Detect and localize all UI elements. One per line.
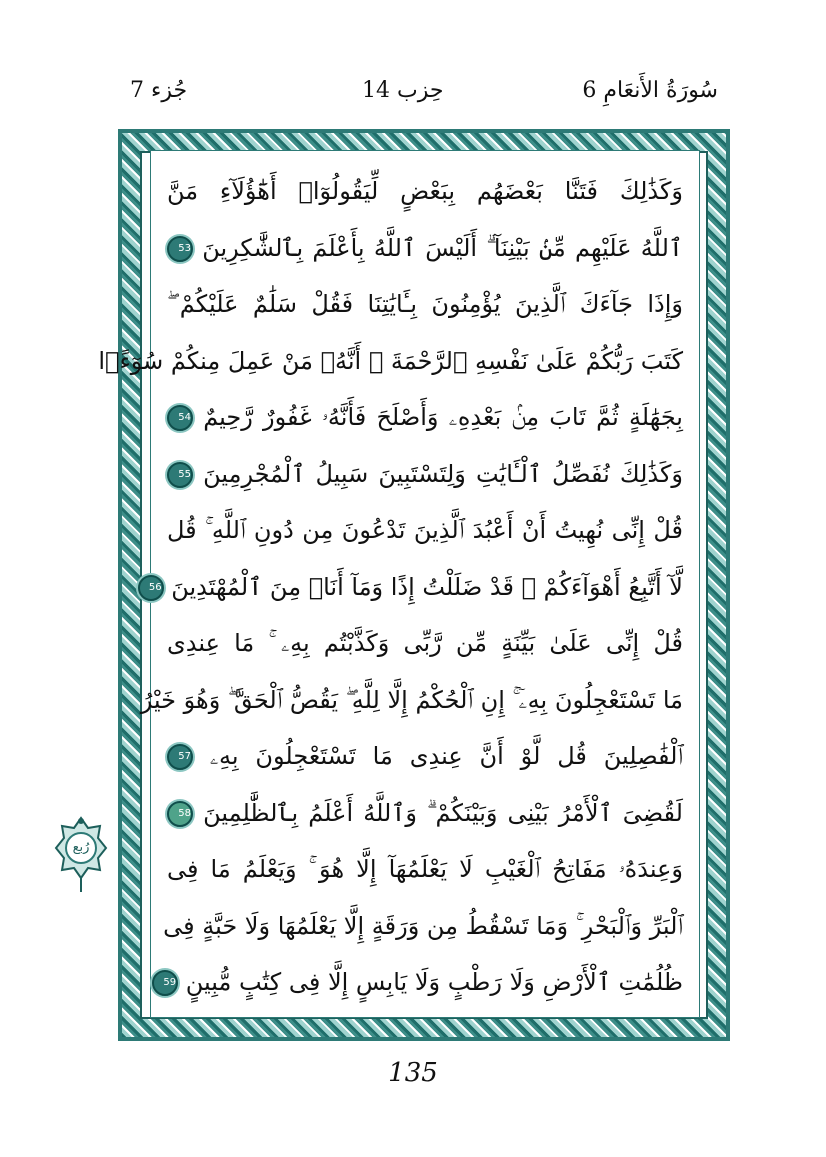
text-line <box>167 843 683 895</box>
text-line <box>167 165 683 217</box>
page-number: 135 <box>388 1058 438 1088</box>
text-line <box>167 787 683 839</box>
ayah-number-marker: 57 <box>167 744 193 770</box>
ayah-number-marker: 53 <box>167 236 193 262</box>
rub-marker <box>54 816 108 894</box>
verse-text: ٱللَّهُ عَلَيْهِم مِّنۢ بَيْنِنَآ ۗ أَلَيْسَ ٱللَّهُ بِأَعْلَمَ بِٱلشَّٰكِرِينَ <box>202 233 683 262</box>
verse-text: ظُلُمَٰتِ ٱلْأَرْضِ وَلَا رَطْبٍ وَلَا يَابِسٍ إِلَّا فِى كِتَٰبٍ مُّبِينٍ <box>185 968 683 996</box>
text-line <box>98 335 683 387</box>
verse-text: قُلْ إِنِّى عَلَىٰ بَيِّنَةٍ مِّن رَّبِّى وَكَذَّبْتُم بِهِۦ ۚ مَا عِندِى <box>167 629 683 657</box>
ayah-number-marker: 54 <box>167 405 193 431</box>
ayah-number-marker: 55 <box>167 462 193 488</box>
verse-text: بِجَهَٰلَةٍ ثُمَّ تَابَ مِنۢ بَعْدِهِۦ وَأَصْلَحَ فَأَنَّهُۥ غَفُورٌ رَّحِيمٌ <box>203 403 683 431</box>
surah-title: 6 سُورَةُ الأَنعَامِ <box>582 78 718 103</box>
verse-text: وَكَذَٰلِكَ نُفَصِّلُ ٱلْـَٔايَٰتِ وَلِتَسْتَبِينَ سَبِيلُ ٱلْمُجْرِمِينَ <box>203 459 683 488</box>
verse-text: كَتَبَ رَبُّكُمْ عَلَىٰ نَفْسِهِ ٱلرَّحْمَةَ ۖ أَنَّهُۥ مَنْ عَمِلَ مِنكُمْ سُوٓءًۢا <box>98 346 683 375</box>
text-line <box>163 956 683 1008</box>
verse-text: مَا تَسْتَعْجِلُونَ بِهِۦٓ ۚ إِنِ ٱلْحُكْمُ إِلَّا لِلَّهِ ۖ يَقُصُّ ٱلْحَقَّ ۖ وَهُوَ خَيْرُ <box>140 685 683 714</box>
text-line <box>167 617 683 669</box>
text-line <box>140 674 683 726</box>
text-line <box>148 561 683 613</box>
verse-text: ٱلْبَرِّ وَٱلْبَحْرِ ۚ وَمَا تَسْقُطُ مِن وَرَقَةٍ إِلَّا يَعْلَمُهَا وَلَا حَبَّةٍ فِى <box>163 911 683 940</box>
hizb-label: حِزب 14 <box>362 78 444 103</box>
page-header <box>130 78 718 114</box>
verse-text: وَإِذَا جَآءَكَ ٱلَّذِينَ يُؤْمِنُونَ بِـَٔايَٰتِنَا فَقُلْ سَلَٰمٌ عَلَيْكُمْ ۖ <box>167 290 683 318</box>
ayah-number-marker: 59 <box>152 970 178 996</box>
juz-label: جُزء 7 <box>130 78 188 103</box>
verse-text: ٱلْفَٰصِلِينَ قُل لَّوْ أَنَّ عِندِى مَا تَسْتَعْجِلُونَ بِهِۦ <box>209 742 683 770</box>
text-line <box>167 391 683 443</box>
rub-label: رُبع <box>72 840 90 855</box>
text-line <box>163 900 683 952</box>
ayah-number-marker: 58 <box>167 801 193 827</box>
text-line <box>167 222 683 274</box>
rub-ornament-icon <box>54 816 108 894</box>
text-area <box>98 150 700 1018</box>
text-line <box>167 730 683 782</box>
verse-text: وَكَذَٰلِكَ فَتَنَّا بَعْضَهُم بِبَعْضٍ لِّيَقُولُوٓا۟ أَهَٰٓؤُلَآءِ مَنَّ <box>167 177 683 205</box>
verse-text: لَقُضِىَ ٱلْأَمْرُ بَيْنِى وَبَيْنَكُمْ ۗ وَٱللَّهُ أَعْلَمُ بِٱلظَّٰلِمِينَ <box>203 798 683 827</box>
verse-text: لَّآ أَتَّبِعُ أَهْوَآءَكُمْ ۙ قَدْ ضَلَلْتُ إِذًا وَمَآ أَنَا۠ مِنَ ٱلْمُهْتَدِينَ <box>171 572 683 601</box>
ayah-number-marker: 56 <box>138 575 164 601</box>
text-line <box>167 278 683 330</box>
text-line <box>167 448 683 500</box>
verse-text: وَعِندَهُۥ مَفَاتِحُ ٱلْغَيْبِ لَا يَعْلَمُهَآ إِلَّا هُوَ ۚ وَيَعْلَمُ مَا فِى <box>167 855 683 883</box>
verse-text: قُلْ إِنِّى نُهِيتُ أَنْ أَعْبُدَ ٱلَّذِينَ تَدْعُونَ مِن دُونِ ٱللَّهِ ۚ قُل <box>167 516 683 544</box>
text-line <box>167 504 683 556</box>
